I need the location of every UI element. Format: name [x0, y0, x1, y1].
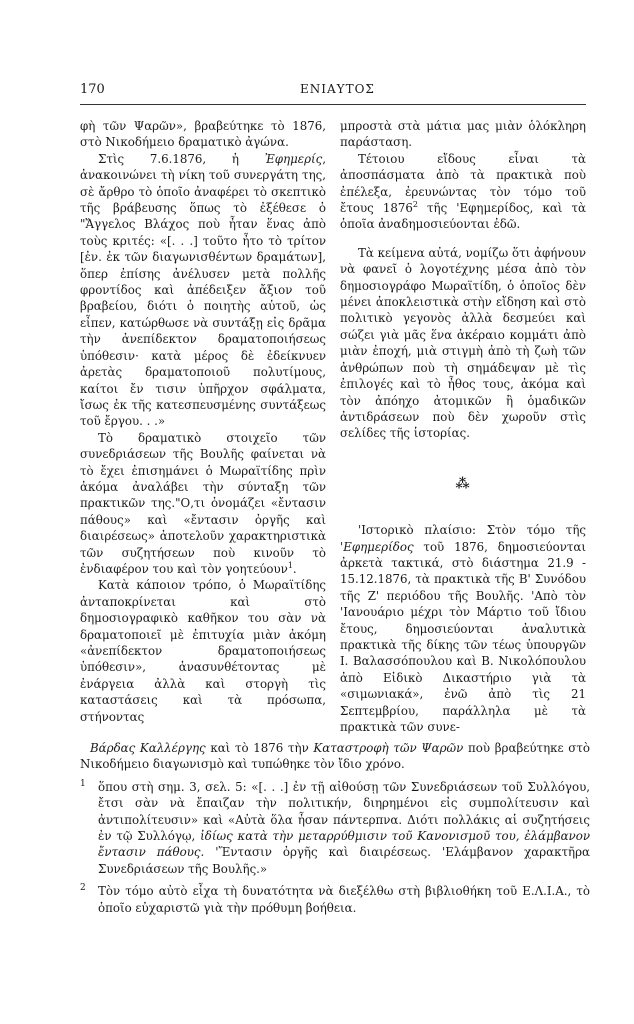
right-column	[340, 118, 586, 735]
caption-paragraph	[80, 740, 590, 773]
left-column	[80, 118, 326, 725]
right-p4-text-a: 'Ιστορικὸ πλαίσιο: Στὸν τόμο τῆς	[358, 523, 586, 538]
footnote-1-mark: 1	[80, 778, 86, 789]
right-paragraph-4	[340, 522, 586, 735]
left-paragraph-3	[80, 430, 326, 578]
footnote-1	[80, 779, 590, 877]
left-paragraph-1: φὴ τῶν Ψαρῶν», βραβεύτηκε τὸ 1876, στὸ Νικοδήμειο δραματικὸ ἀγώνα.	[80, 119, 326, 150]
caption-text-d: ποὺ βραβεύτηκε στὸ Νικοδήμειο διαγωνισμὸ καὶ τυπώθηκε τὸν ἴδιο χρόνο.	[80, 741, 590, 772]
left-p2-newspaper-title: Ἐφημερίς	[264, 151, 323, 166]
caption-work-title: Καταστροφὴ τῶν Ψαρῶν	[313, 741, 464, 755]
left-p2-text-a: Στὶς 7.6.1876, ἡ	[98, 151, 265, 166]
left-p3-text: Τὸ δραματικὸ στοιχεῖο τῶν συνεδριάσεων τῆς Βουλῆς φαίνεται νὰ τὸ ἔχει ἐπισημάνει ὁ Μωραϊτίδης πρὶν ἀκόμα ἀναλάβει τὴν σύνταξη τῶν πρακτικῶν της."Ο,τι ὀνομάζει «ἔντασιν πάθους» καὶ «ἔντασιν ὀργῆς καὶ διαιρέσεως» ἀποτελοῦν χαρακτηριστικὰ τῶν συζητήσεων ποὺ κινοῦν τὸ ἐνδιαφέρον του καὶ τὸν γοητεύουν	[80, 430, 326, 576]
header-rule	[80, 104, 586, 105]
left-p3-end: .	[292, 561, 297, 576]
right-p4-text-c: τοῦ 1876, δημοσιεύονται ἀρκετὰ τακτικά, στὸ διάστημα 21.9 - 15.12.1876, τὰ πρακτικὰ τῆς Β' Συνόδου τῆς Ζ' περιόδου τῆς Βουλῆς. 'Απὸ τὸν 'Ιανουάριο μέχρι τὸν Μάρτιο τοῦ ἴδιου ἔτους, δημοσιεύονται ἀναλυτικὰ πρακτικὰ τῆς δίκης τῶν τέως ὑπουργῶν Ι. Βαλασσόπουλου καὶ Β. Νικολόπουλου ἀπὸ Εἰδικὸ Δικαστήριο γιὰ τὰ «σιμωνιακά», ἐνῶ ἀπὸ τὶς 21 Σεπτεμβρίου, παράλληλα μὲ τὰ πρακτικὰ τῶν συνε-	[340, 539, 586, 734]
right-p4-newspaper-title: 'Εφημερίδος	[340, 539, 414, 554]
caption-text-b: καὶ τὸ 1876 τὴν	[205, 741, 314, 755]
left-paragraph-4: Κατὰ κάποιον τρόπο, ὁ Μωραϊτίδης ἀνταποκρίνεται καὶ στὸ δημοσιογραφικὸ καθῆκον του σὰν νὰ δραματοποιεῖ μὲ ἐπιτυχία μιὰν ἀκόμη «ἀνεπίδεκτον δραματοποιήσεως ὑπόθεσιν», ἀνασυνθέτοντας μὲ ἐνάργεια ἀλλὰ καὶ στοργὴ τὶς καταστάσεις καὶ τὰ πρόσωπα, στήνοντας	[80, 578, 326, 724]
footnote-2-mark: 2	[80, 883, 86, 894]
right-paragraph-1: μπροστὰ στὰ μάτια μας μιὰν ὁλόκληρη παράσταση.	[340, 119, 586, 150]
footnote-2-text: Τὸν τόμο αὐτὸ εἶχα τὴ δυνατότητα νὰ διεξέλθω στὴ βιβλιοθήκη τοῦ Ε.Λ.Ι.Α., τὸ ὁποῖο εὐχαριστῶ γιὰ τὴν πρόθυμη βοήθεια.	[98, 884, 590, 915]
footnote-2	[80, 883, 590, 916]
right-p2-text-a: Τέτοιου εἴδους εἶναι τὰ ἀποσπάσματα ἀπὸ τὰ πρακτικὰ ποὺ ἐπέλεξα, ἐρευνώντας τὸν τόμο τοῦ ἔτους 1876	[340, 151, 586, 216]
footnote-1-text-a: ὅπου στὴ σημ. 3, σελ. 5: «[. . .] ἐν τῇ αἰθούσῃ τῶν Συνεδριάσεων τοῦ Συλλόγου, ἔτσι σὰν νὰ ἔπαιζαν τὴν πολιτικήν, διηρημένοι εἰς συμπολίτευσιν καὶ ἀντιπολίτευσιν» καὶ «Αὐτὰ ὅλα ἦσαν πάντερπνα. Διότι πολλάκις αἱ συζητήσεις ἐν τῷ Συλλόγῳ,	[98, 779, 590, 844]
asterism-divider: ⁂	[455, 475, 471, 492]
page-number: 170	[80, 82, 105, 97]
caption-author: Βάρδας Καλλέργης	[90, 741, 206, 755]
footnote-1-italic: ἰδίως κατὰ τὴν μεταρρύθμισιν τοῦ Κανονισμοῦ του, ἐλάμβανον ἔντασιν πάθους.	[98, 829, 590, 860]
right-paragraph-2	[340, 151, 586, 233]
footer-notes	[80, 740, 590, 916]
left-p2-text-c: , ἀνακοινώνει τὴ νίκη τοῦ συνεργάτη της, σὲ ἄρθρο τὸ ὁποῖο ἀναφέρει τὸ σκεπτικὸ τῆς βράβευσης ὅπως τὸ ἐξέθεσε ὁ "Ἄγγελος Βλάχος ποὺ ἦταν ἕνας ἀπὸ τοὺς κριτές: «[. . .] τοῦτο ἦτο τὸ τρίτον [ἐν. ἐκ τῶν διαγωνισθέντων δραμάτων], ὅπερ ἐπίσης ἀνέλυσεν μετὰ πολλῆς φροντίδος καὶ ἀπέδειξεν ἄξιον τοῦ βραβείου, διότι ὁ ποιητὴς αὐτοῦ, ὡς εἶπεν, κατώρθωσε νὰ συντάξῃ εἰς δρᾶμα τὴν ἀνεπίδεκτον δραματοποιήσεως ὑπόθεσιν· κατὰ μέρος δὲ ἐδείκνυεν ἀρετὰς δραματοποιοῦ πολυτίμους, καίτοι ἔν τισιν ὑπῆρχον σφάλματα, ἴσως ἐκ τῆς κατεσπευσμένης συντάξεως τοῦ ἔργου. . .»	[80, 151, 326, 429]
right-paragraph-3: Τὰ κείμενα αὐτά, νομίζω ὅτι ἀφήνουν νὰ φανεῖ ὁ λογοτέχνης μέσα ἀπὸ τὸν δημοσιογράφο Μωραϊτίδη, ὁ ὁποῖος δὲν μένει ἀποκλειστικὰ στὴν εἴδηση καὶ στὸ πολιτικὸ γεγονὸς ἀλλὰ δεσμεύει καὶ σώζει γιὰ μᾶς ἕνα ἀκέραιο κομμάτι ἀπὸ μιὰν ἐποχή, μιὰ στιγμὴ ἀπὸ τὴ ζωὴ τῶν ἀνθρώπων ποὺ τὴ σημάδεψαν μὲ τὶς ἐπιλογές καὶ τὸ ἦθος τους, ἀκόμα καὶ τὸν ἀπόηχο ἀτομικῶν ἢ ὁμαδικῶν ἀντιδράσεων ποὺ δὲν χωροῦν στὶς σελίδες τῆς ἱστορίας.	[340, 245, 586, 441]
footnote-ref-2: 2	[412, 200, 418, 210]
footnote-1-text-c: 'Ἔντασιν ὀργῆς καὶ διαιρέσεως. 'Ελάμβανον χαρακτῆρα Συνεδριάσεων τῆς Βουλῆς.»	[98, 845, 591, 876]
left-paragraph-2	[80, 151, 326, 430]
running-head: ΕΝΙΑΥΤΟΣ	[300, 82, 375, 96]
footnote-ref-1: 1	[287, 561, 293, 571]
right-p2-text-b: τῆς 'Εφημερίδος, καὶ τὰ ὁποῖα ἀναδημοσιεύονται ἐδῶ.	[340, 201, 586, 232]
